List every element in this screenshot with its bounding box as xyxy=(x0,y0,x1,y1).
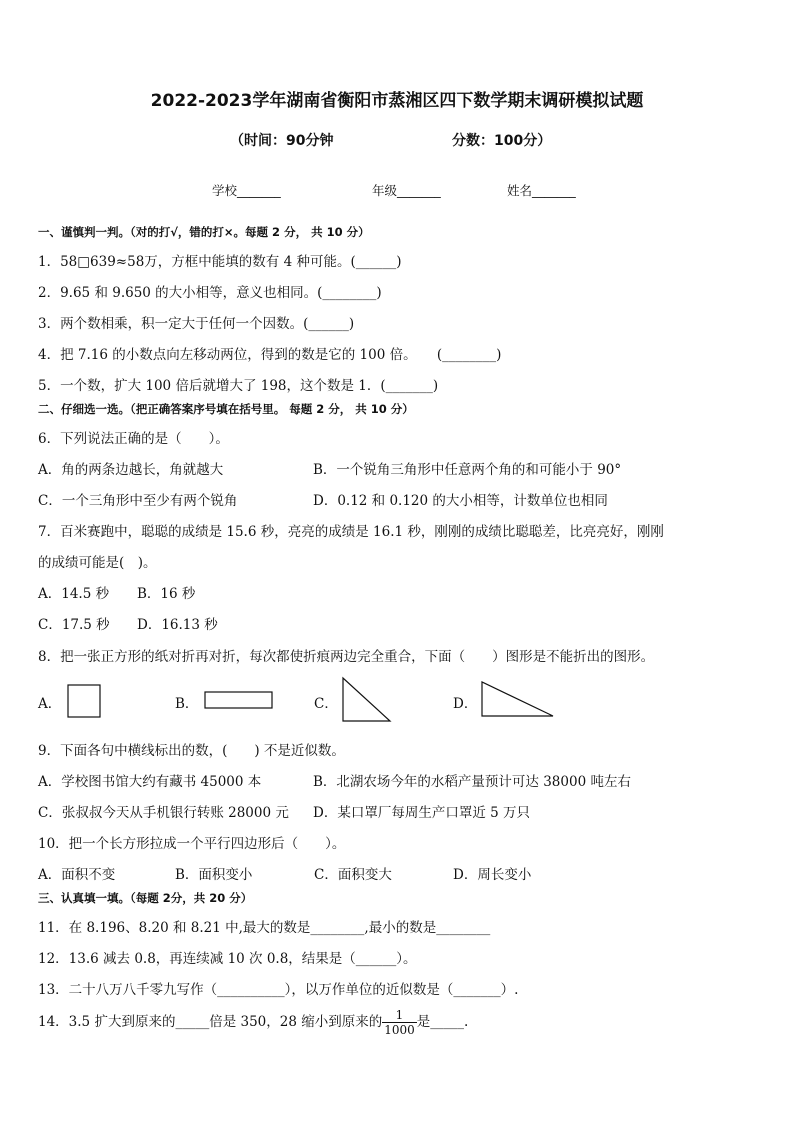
q9-option-b: B．北湖农场今年的水稻产量预计可达 38000 吨左右 xyxy=(313,774,631,790)
q10-option-a: A．面积不变 xyxy=(38,867,116,883)
exam-time: （时间：90分钟 xyxy=(230,133,334,149)
q9-option-c: C．张叔叔今天从手机银行转账 28000 元 xyxy=(38,805,289,821)
question-4: 4．把 7.16 的小数点向左移动两位，得到的数是它的 100 倍。 (________) xyxy=(38,347,502,363)
question-3: 3．两个数相乘，积一定大于任何一个因数。(______) xyxy=(38,316,355,332)
fraction-1-over-1000 xyxy=(382,1008,417,1037)
name-field: 姓名_______ xyxy=(507,183,576,198)
exam-score: 分数：100分） xyxy=(452,133,552,149)
question-8: 8．把一张正方形的纸对折再对折，每次都使折痕两边完全重合，下面（ ）图形是不能折出的图形。 xyxy=(38,649,655,665)
q10-option-c: C．面积变大 xyxy=(314,867,392,883)
section-3-heading: 三、认真填一填。（每题 2分，共 20 分） xyxy=(38,891,253,905)
section-1-heading: 一、谨慎判一判。（对的打√，错的打×。每题 2 分， 共 10 分） xyxy=(38,225,370,239)
q6-option-d: D．0.12 和 0.120 的大小相等，计数单位也相同 xyxy=(313,493,608,509)
question-14 xyxy=(38,1008,468,1037)
q7-option-d: D．16.13 秒 xyxy=(137,617,218,633)
rectangle-figure xyxy=(204,691,274,711)
fraction-denominator: 1000 xyxy=(384,1023,415,1037)
section-2-heading: 二、仔细选一选。（把正确答案序号填在括号里。 每题 2 分， 共 10 分） xyxy=(38,402,414,416)
right-triangle-figure xyxy=(340,676,394,724)
q7-option-c: C．17.5 秒 xyxy=(38,617,110,633)
q6-option-a: A．角的两条边越长，角就越大 xyxy=(38,462,224,478)
page-title: 2022-2023学年湖南省衡阳市蒸湘区四下数学期末调研模拟试题 xyxy=(150,91,644,111)
q9-option-d: D．某口罩厂每周生产口罩近 5 万只 xyxy=(313,805,530,821)
q10-option-b: B．面积变小 xyxy=(175,867,253,883)
obtuse-triangle-figure xyxy=(479,680,557,720)
q14-text-part1: 14．3.5 扩大到原来的_____倍是 350，28 缩小到原来的 xyxy=(38,1014,383,1030)
question-6: 6．下列说法正确的是（ ）。 xyxy=(38,431,229,447)
question-11: 11．在 8.196、8.20 和 8.21 中,最大的数是________,最小的数是________ xyxy=(38,920,491,936)
school-field: 学校_______ xyxy=(212,183,281,198)
q6-option-b: B．一个锐角三角形中任意两个角的和可能小于 90° xyxy=(313,462,622,478)
question-13: 13．二十八万八千零九写作（__________），以万作单位的近似数是（_______）. xyxy=(38,982,519,998)
q7-option-a: A．14.5 秒 xyxy=(38,586,110,602)
question-10: 10．把一个长方形拉成一个平行四边形后（ ）。 xyxy=(38,836,346,852)
square-figure xyxy=(67,684,103,720)
question-1: 1．58□639≈58万，方框中能填的数有 4 种可能。(______) xyxy=(38,254,402,270)
q10-option-d: D．周长变小 xyxy=(453,867,532,883)
question-9: 9．下面各句中横线标出的数，( ) 不是近似数。 xyxy=(38,743,345,759)
question-5: 5．一个数，扩大 100 倍后就增大了 198，这个数是 1．(_______) xyxy=(38,378,439,394)
question-12: 12．13.6 减去 0.8，再连续减 10 次 0.8，结果是（______）。 xyxy=(38,951,417,967)
q7-option-b: B．16 秒 xyxy=(137,586,196,602)
q8-option-b: B． xyxy=(175,696,199,712)
q9-option-a: A．学校图书馆大约有藏书 45000 本 xyxy=(38,774,262,790)
grade-field: 年级_______ xyxy=(372,183,441,198)
q6-option-c: C．一个三角形中至少有两个锐角 xyxy=(38,493,238,509)
q8-option-d: D． xyxy=(453,696,478,712)
question-7-line1: 7．百米赛跑中，聪聪的成绩是 15.6 秒，亮亮的成绩是 16.1 秒，刚刚的成绩比聪聪差，比亮亮好，刚刚 xyxy=(38,524,664,540)
question-7-line2: 的成绩可能是( )。 xyxy=(38,555,157,571)
question-2: 2．9.65 和 9.650 的大小相等，意义也相同。(________) xyxy=(38,285,382,301)
q8-option-c: C． xyxy=(314,696,338,712)
q14-text-part2: 是_____. xyxy=(416,1014,469,1030)
q8-option-a: A． xyxy=(38,696,62,712)
fraction-numerator: 1 xyxy=(382,1008,417,1023)
